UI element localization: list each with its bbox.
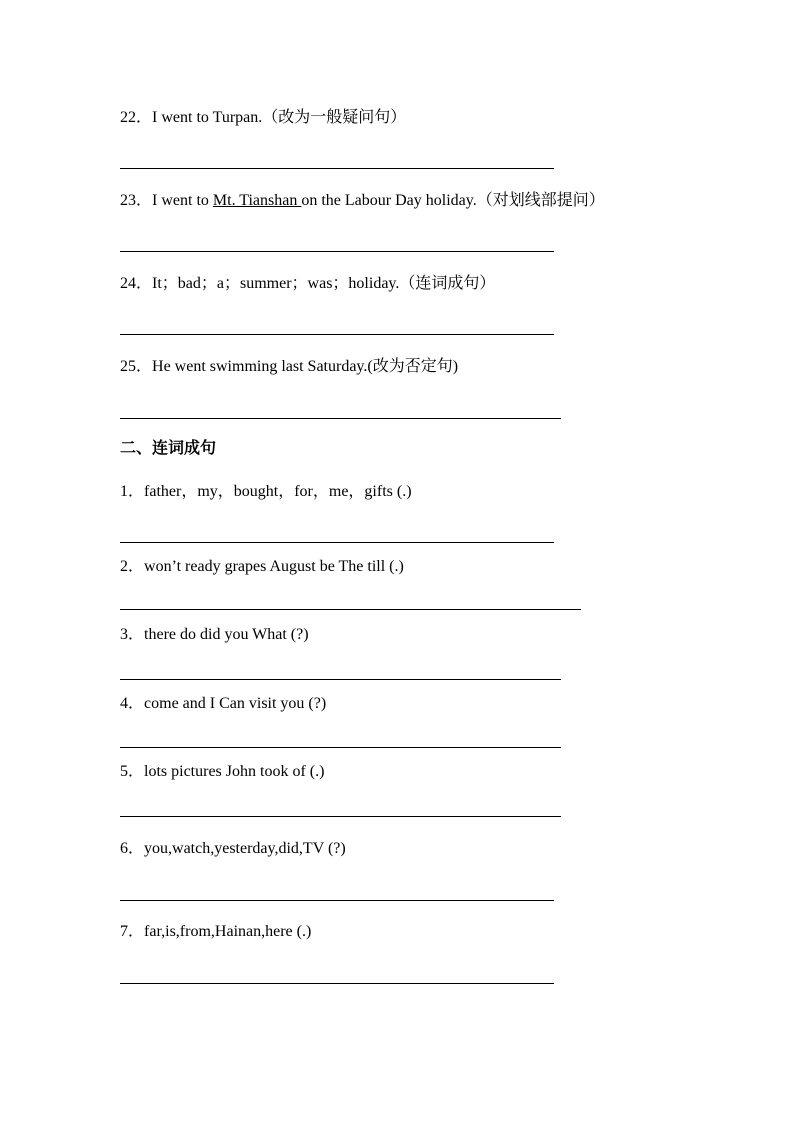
section-heading: 二、连词成句: [120, 440, 217, 457]
item-3: [120, 625, 309, 645]
item-text: won’t ready grapes August be The till (.): [144, 558, 404, 575]
item-5: [120, 762, 324, 782]
question-text: It；bad；a；summer；was；holiday.（连词成句）: [152, 275, 496, 292]
question-text-pre: I went to: [152, 192, 213, 209]
item-text: you,watch,yesterday,did,TV (?): [144, 840, 346, 857]
question-text: I went to Turpan.（改为一般疑问句）: [152, 109, 407, 126]
item-number: 3．: [120, 626, 145, 643]
item-number: 2．: [120, 558, 145, 575]
item-6: [120, 839, 346, 859]
question-number: 24．: [120, 275, 153, 292]
answer-line-3[interactable]: [120, 679, 561, 680]
question-number: 25．: [120, 358, 153, 375]
underlined-phrase: Mt. Tianshan: [212, 192, 302, 209]
item-text: far,is,from,Hainan,here (.): [144, 923, 312, 940]
item-2: [120, 557, 404, 577]
item-number: 5．: [120, 763, 145, 780]
item-4: [120, 694, 326, 714]
item-text: father，my，bought，for，me，gifts (.): [144, 483, 412, 500]
answer-line-2[interactable]: [120, 609, 581, 610]
question-22: [120, 108, 406, 128]
item-text: come and I Can visit you (?): [144, 695, 327, 712]
question-25: [120, 357, 458, 377]
question-number: 22．: [120, 109, 153, 126]
question-text: He went swimming last Saturday.(改为否定句): [152, 358, 459, 375]
item-text: there do did you What (?): [144, 626, 309, 643]
question-24: [120, 274, 495, 294]
answer-line-24[interactable]: [120, 334, 554, 335]
answer-line-6[interactable]: [120, 900, 554, 901]
item-number: 1．: [120, 483, 145, 500]
item-number: 6．: [120, 840, 145, 857]
item-text: lots pictures John took of (.): [144, 763, 325, 780]
answer-line-1[interactable]: [120, 542, 554, 543]
item-number: 7．: [120, 923, 145, 940]
answer-line-7[interactable]: [120, 983, 554, 984]
answer-line-5[interactable]: [120, 816, 561, 817]
answer-line-25[interactable]: [120, 418, 561, 419]
answer-line-4[interactable]: [120, 747, 561, 748]
answer-line-23[interactable]: [120, 251, 554, 252]
item-1: [120, 482, 412, 502]
question-text-post: on the Labour Day holiday.（对划线部提问）: [301, 192, 605, 209]
answer-line-22[interactable]: [120, 168, 554, 169]
item-7: [120, 922, 311, 942]
question-23: [120, 191, 605, 211]
item-number: 4．: [120, 695, 145, 712]
question-number: 23．: [120, 192, 153, 209]
